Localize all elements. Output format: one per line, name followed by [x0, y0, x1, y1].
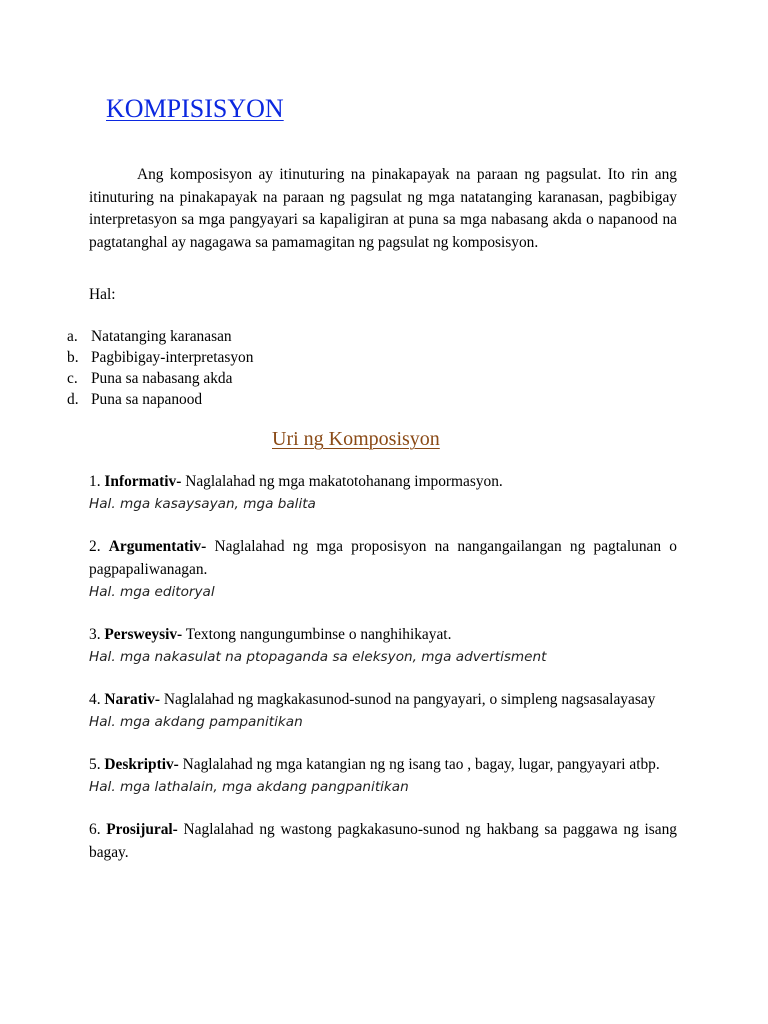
type-text: Naglalahad ng mga makatotohanang impormasyon.: [185, 473, 503, 490]
examples-label: Hal:: [89, 286, 116, 303]
list-marker: a.: [67, 328, 78, 345]
type-description: [89, 470, 677, 493]
intro-text: Ang komposisyon ay itinuturing na pinakapayak na paraan ng pagsulat. Ito rin ang itinuturing na pinakapayak na paraan ng pagsulat ng mga natatanging karanasan, pagbibigay interpretasyon sa mga pangyayari sa kapaligiran at puna sa mga nabasang akda o napanood na pagtatanghal ay nagagawa sa pamamagitan ng pagsulat ng komposisyon.: [89, 166, 677, 251]
type-description: [89, 623, 677, 646]
type-term: Deskriptiv-: [104, 756, 179, 773]
type-term: Persweysiv-: [104, 626, 183, 643]
type-text: Naglalahad ng mga proposisyon na nangangailangan ng pagtalunan o pagpapaliwanagan.: [89, 538, 677, 578]
list-item-text: Pagbibigay-interpretasyon: [91, 349, 254, 366]
type-text: Naglalahad ng wastong pagkakasuno-sunod ng hakbang sa paggawa ng isang bagay.: [89, 821, 677, 861]
list-item-text: Puna sa nabasang akda: [91, 370, 233, 387]
list-item-text: Natatanging karanasan: [91, 328, 232, 345]
type-description: [89, 535, 677, 581]
type-number: 5.: [89, 756, 101, 773]
type-entry-persweysiv: [89, 623, 677, 669]
type-text: Textong nangungumbinse o nanghihikayat.: [185, 626, 452, 643]
intro-paragraph: [89, 164, 677, 254]
type-term: Prosijural-: [106, 821, 178, 838]
list-marker: d.: [67, 391, 79, 408]
type-text: Naglalahad ng mga katangian ng ng isang tao , bagay, lugar, pangyayari atbp.: [182, 756, 660, 773]
list-item-text: Puna sa napanood: [91, 391, 203, 408]
type-entry-narativ: [89, 688, 677, 734]
page-title: KOMPISISYON: [106, 94, 284, 123]
type-example: Hal. mga nakasulat na ptopaganda sa eleksyon, mga advertisment: [89, 649, 547, 665]
list-marker: b.: [67, 349, 79, 366]
type-text: Naglalahad ng magkakasunod-sunod na pangyayari, o simpleng nagsasalayasay: [163, 691, 656, 708]
type-entry-deskriptiv: [89, 753, 677, 799]
type-example: Hal. mga lathalain, mga akdang pangpanitikan: [89, 779, 409, 795]
types-list: [89, 470, 677, 883]
type-description: [89, 688, 677, 711]
type-example: Hal. mga kasaysayan, mga balita: [89, 496, 316, 512]
section-heading: Uri ng Komposisyon: [272, 428, 440, 450]
type-term: Narativ-: [104, 691, 160, 708]
type-description: [89, 818, 677, 864]
type-number: 2.: [89, 538, 101, 555]
type-entry-prosijural: [89, 818, 677, 864]
type-term: Informativ-: [104, 473, 182, 490]
type-example: Hal. mga akdang pampanitikan: [89, 714, 303, 730]
type-term: Argumentativ-: [108, 538, 207, 555]
type-example: Hal. mga editoryal: [89, 584, 215, 600]
type-entry-informativ: [89, 470, 677, 516]
type-entry-argumentativ: [89, 535, 677, 604]
type-number: 1.: [89, 473, 101, 490]
type-description: [89, 753, 677, 776]
list-marker: c.: [67, 370, 78, 387]
type-number: 6.: [89, 821, 101, 838]
type-number: 4.: [89, 691, 101, 708]
type-number: 3.: [89, 626, 101, 643]
